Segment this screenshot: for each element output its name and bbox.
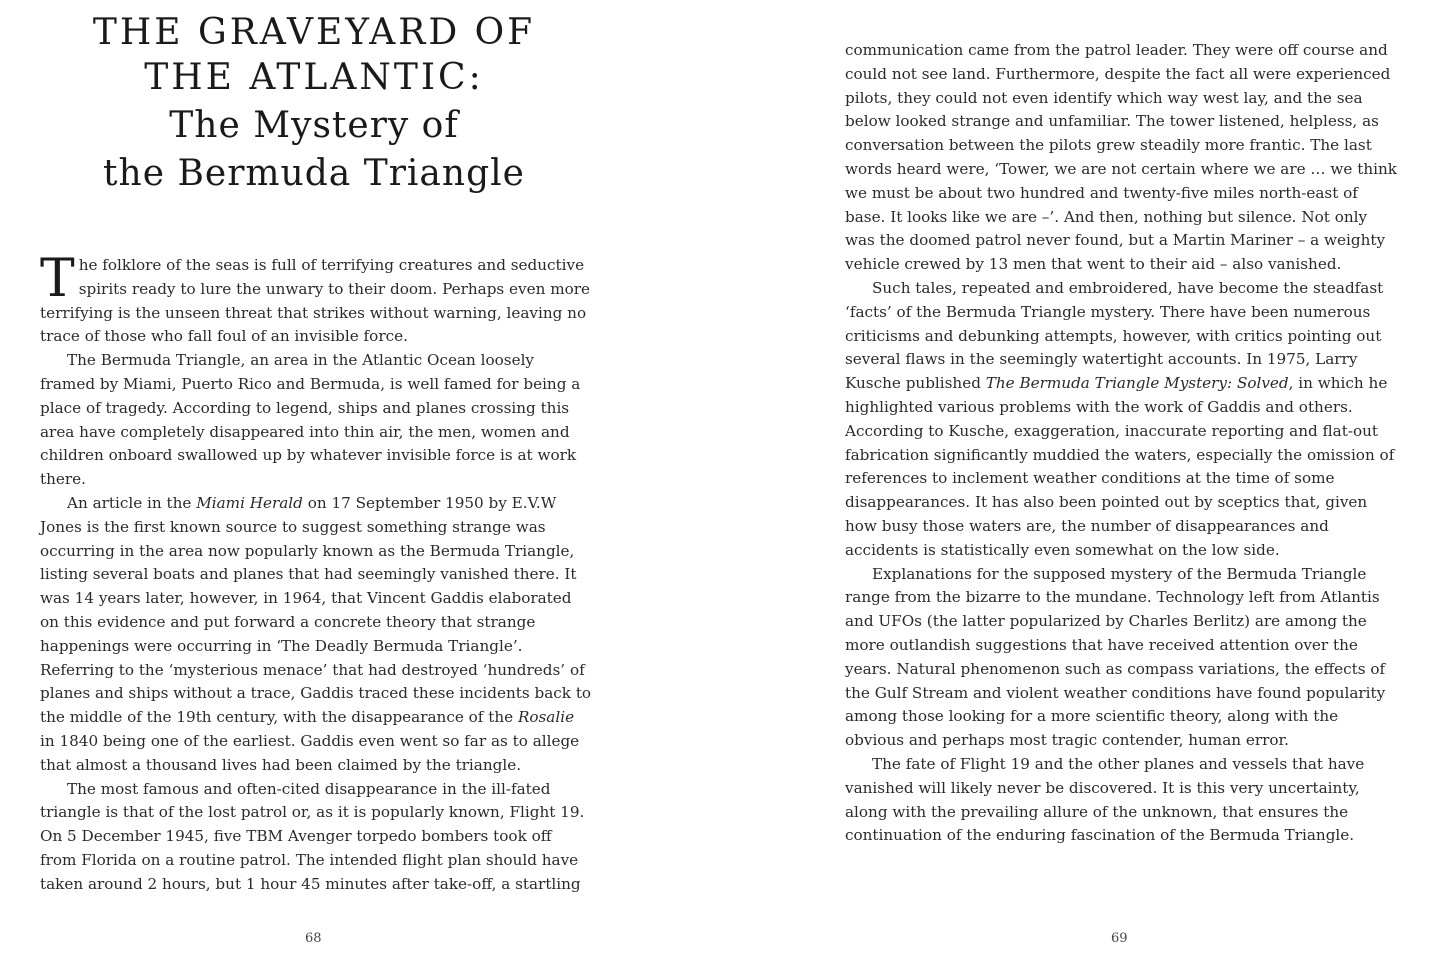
- paragraph-text: Such tales, repeated and embroidered, have become the steadfast ‘facts’ of the Bermuda Triangle mystery. There have been numerous criticisms and debunking attempts, however, with critics pointing out several flaws in the seemingly watertight accounts. In 1975, Larry Kusche published: [845, 278, 1384, 393]
- right-page: [845, 0, 1405, 954]
- italic-book-title: The Bermuda Triangle Mystery: Solved: [985, 374, 1289, 393]
- paragraph: [40, 249, 592, 349]
- paragraph: [845, 277, 1397, 563]
- paragraph: The Bermuda Triangle, an area in the Atlantic Ocean loosely framed by Miami, Puerto Rico and Bermuda, is well famed for being a place of tragedy. According to legend, ships and planes crossing this area have completely disappeared into thin air, the men, women and children onboard swallowed up by whatever invisible force is at work there.: [40, 351, 581, 489]
- paragraph-text: he folklore of the seas is full of terrifying creatures and seductive spirits ready to lure the unwary to their doom. Perhaps even more terrifying is the unseen threat that strikes without warning, leaving no trace of those who fall foul of an invisible force.: [40, 256, 590, 346]
- title-line-3: The Mystery of: [169, 105, 459, 146]
- page-number: 68: [305, 931, 322, 946]
- italic-ship-name: Rosalie: [517, 708, 575, 727]
- title-line-2: THE ATLANTIC:: [144, 57, 484, 98]
- italic-title: Miami Herald: [196, 493, 303, 512]
- chapter-title: [40, 10, 588, 198]
- paragraph: Explanations for the supposed mystery of the Bermuda Triangle range from the bizarre to the mundane. Technology left from Atlantis and UFOs (the latter popularized by Charles Berlitz) are among the more outlandish suggestions that have received attention over the years. Natural phenomenon such as compass variations, the effects of the Gulf Stream and violent weather conditions have found popularity among those looking for a more scientific theory, along with the obvious and perhaps most tragic contender, human error.: [845, 564, 1386, 750]
- drop-cap: T: [40, 249, 75, 309]
- paragraph-text: An article in the: [67, 493, 197, 512]
- paragraph: The most famous and often-cited disappearance in the ill-fated triangle is that of the lost patrol or, as it is popularly known, Flight 19. On 5 December 1945, five TBM Avenger torpedo bombers took off from Florida on a routine patrol. The intended flight plan should have taken around 2 hours, but 1 hour 45 minutes after take-off, a startling: [40, 779, 585, 893]
- right-body-text: [845, 39, 1397, 848]
- left-page: [40, 0, 600, 954]
- left-body-text: [40, 249, 592, 897]
- paragraph: communication came from the patrol leader. They were off course and could not see land. Furthermore, despite the fact all were experienced pilots, they could not even identify which way west lay, and the sea below looked strange and unfamiliar. The tower listened, helpless, as conversation between the pilots grew steadily more frantic. The last words heard were, ‘Tower, we are not certain where we are … we think we must be about two hundred and twenty-five miles north-east of base. It looks like we are –’. And then, nothing but silence. Not only was the doomed patrol never found, but a Martin Mariner – a weighty vehicle crewed by 13 men that went to their aid – also vanished.: [845, 41, 1397, 274]
- title-line-4: the Bermuda Triangle: [103, 153, 525, 194]
- paragraph: The fate of Flight 19 and the other planes and vessels that have vanished will likely never be discovered. It is this very uncertainty, along with the prevailing allure of the unknown, that ensures the continuation of the enduring fascination of the Bermuda Triangle.: [845, 754, 1365, 845]
- paragraph: [40, 492, 592, 778]
- paragraph-text: in 1840 being one of the earliest. Gaddis even went so far as to allege that almost a thousand lives had been claimed by the triangle.: [40, 731, 580, 774]
- page-number: 69: [1111, 931, 1128, 946]
- paragraph-text: on 17 September 1950 by E.V.W Jones is the first known source to suggest something strange was occurring in the area now popularly known as the Bermuda Triangle, listing several boats and planes that had seemingly vanished there. It was 14 years later, however, in 1964, that Vincent Gaddis elaborated on this evidence and put forward a concrete theory that strange happenings were occurring in ‘The Deadly Bermuda Triangle’. Referring to the ‘mysterious menace’ that had destroyed ‘hundreds’ of planes and ships without a trace, Gaddis traced these incidents back to the middle of the 19th century, with the disappearance of the: [40, 493, 592, 727]
- title-line-1: THE GRAVEYARD OF: [92, 12, 536, 53]
- paragraph-text: , in which he highlighted various problems with the work of Gaddis and others. According to Kusche, exaggeration, inaccurate reporting and flat-out fabrication significantly muddied the waters, especially the omission of references to inclement weather conditions at the time of some disappearances. It has also been pointed out by sceptics that, given how busy those waters are, the number of disappearances and accidents is statistically even somewhat on the low side.: [845, 374, 1395, 559]
